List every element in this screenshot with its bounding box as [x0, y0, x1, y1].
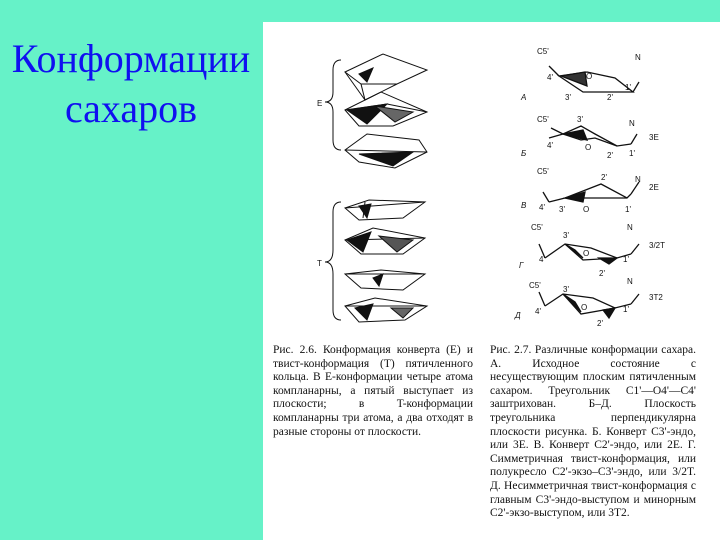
row-g-4-label: 4'	[539, 255, 545, 264]
title-line-2: сахаров	[64, 86, 198, 131]
row-c-3-label: 3'	[559, 205, 565, 214]
slide-title	[6, 34, 256, 134]
row-g-o-label: O	[583, 249, 590, 258]
row-a-1-label: 1'	[625, 83, 631, 92]
twist-shape-3	[345, 270, 425, 290]
t-group-brace	[325, 202, 341, 320]
row-c-4-label: 4'	[539, 203, 545, 212]
t-group-label: T	[317, 259, 322, 268]
row-a-n-label: N	[635, 53, 641, 62]
row-g-2-label: 2'	[599, 269, 605, 278]
sugar-ring-c	[543, 182, 639, 202]
row-b-4-label: 4'	[547, 141, 553, 150]
row-c-1-label: 1'	[625, 205, 631, 214]
e-group-label: E	[317, 99, 323, 108]
envelope-shape-1	[345, 54, 427, 100]
sugar-ring-b	[549, 126, 637, 146]
row-d-1-label: 1'	[623, 305, 629, 314]
row-g-c5-label: C5'	[531, 223, 543, 232]
row-g-n-label: N	[627, 223, 633, 232]
envelope-shape-3	[345, 134, 427, 168]
row-d-o-label: O	[581, 303, 588, 312]
row-b-n-label: N	[629, 119, 635, 128]
row-d-2-label: 2'	[597, 319, 603, 328]
row-a-o-label: O	[586, 72, 593, 81]
row-c-letter: В	[521, 201, 527, 210]
row-b-2-label: 2'	[607, 151, 613, 160]
row-d-type: 3T2	[649, 293, 663, 302]
e-group-brace	[325, 60, 341, 150]
row-b-o-label: O	[585, 143, 592, 152]
row-a-4-label: 4'	[547, 73, 553, 82]
row-d-labels	[514, 277, 663, 328]
row-a-3-label: 3'	[565, 93, 571, 102]
row-g-labels	[519, 223, 665, 278]
row-c-c5-label: C5'	[537, 167, 549, 176]
row-c-2-label: 2'	[601, 173, 607, 182]
row-c-type: 2E	[649, 183, 659, 192]
row-a-c5-label: C5'	[537, 47, 549, 56]
twist-shape-1	[345, 200, 425, 220]
row-g-letter: Г	[519, 261, 524, 270]
figure-2-6-caption: Рис. 2.6. Конформация конверта (E) и твист-конформация (T) пятичленного кольца. В E-конформации четыре атома компланарны, а пятый выступает из плоскости; в T-конформации компланарны три атома, а два отходят в разные стороны от плоскости.	[273, 344, 473, 438]
row-a-2-label: 2'	[607, 93, 613, 102]
row-g-type: 3/2T	[649, 241, 666, 250]
row-d-letter: Д	[515, 311, 521, 320]
envelope-shape-2	[345, 92, 427, 126]
twist-shape-4	[345, 298, 427, 322]
figure-2-6-drawings	[325, 54, 427, 322]
row-b-1-label: 1'	[629, 149, 635, 158]
row-a-letter: А	[521, 93, 527, 102]
row-g-1-label: 1'	[623, 255, 629, 264]
row-b-labels	[521, 115, 659, 160]
row-c-o-label: O	[583, 205, 590, 214]
figure-2-7-caption: Рис. 2.7. Различные конформации сахара. А. Исходное состояние с несуществующим плоским пятичленным сахаром. Треугольник C1'—O4'—C4' заштрихован. Б–Д. Плоскость треугольника перпендикулярна плоскости рисунка. Б. Конверт C3'-эндо, или 3E. В. Конверт C2'-эндо, или 2E. Г. Симметричная твист-конформация, или полукресло C2'-экзо–C3'-эндо, или 3/2T. Д. Несимметричная твист-конформация с главным C3'-эндо-выступом и минорным C2'-экзо-выступом, или 3T2.	[490, 344, 696, 520]
row-b-letter: Б	[521, 149, 527, 158]
title-line-1: Конформации	[11, 36, 251, 81]
row-d-c5-label: C5'	[529, 281, 541, 290]
row-d-3-label: 3'	[563, 285, 569, 294]
figure-2-7-drawings	[539, 66, 639, 318]
row-d-n-label: N	[627, 277, 633, 286]
row-d-4-label: 4'	[535, 307, 541, 316]
row-c-labels	[521, 167, 659, 214]
twist-shape-2	[345, 228, 425, 254]
row-b-type: 3E	[649, 133, 659, 142]
row-g-3-label: 3'	[563, 231, 569, 240]
row-b-3-label: 3'	[577, 115, 583, 124]
row-b-c5-label: C5'	[537, 115, 549, 124]
row-c-n-label: N	[635, 175, 641, 184]
scanned-figure-page	[263, 22, 720, 540]
